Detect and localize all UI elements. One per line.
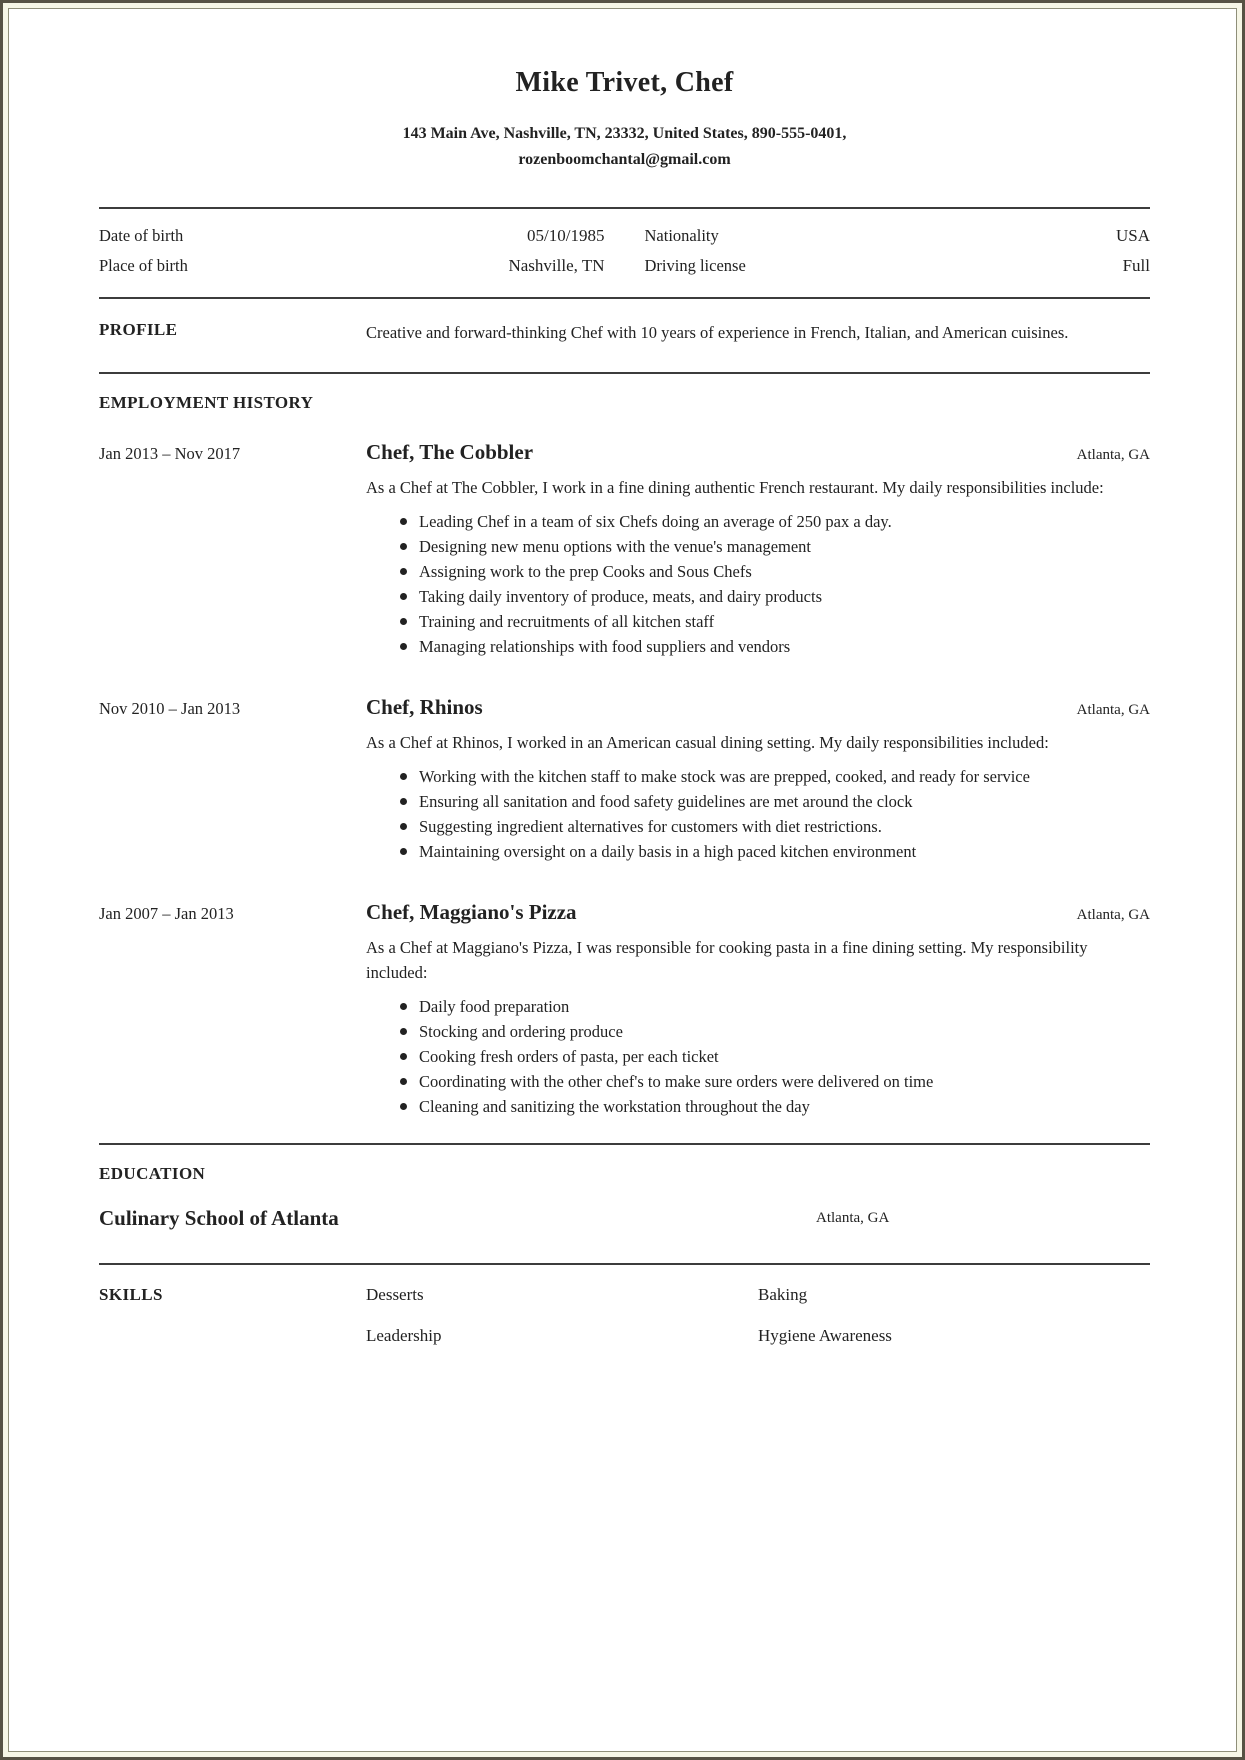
skills-section [99, 1263, 1150, 1346]
job-header-row [99, 900, 1150, 925]
candidate-name: Mike Trivet, Chef [515, 67, 734, 98]
bullet-icon [400, 1103, 407, 1110]
job-dates: Jan 2007 – Jan 2013 [99, 904, 234, 923]
details-pair-nationality [645, 226, 1151, 246]
job-bullet-item [366, 994, 1150, 1019]
education-entry [99, 1206, 1150, 1231]
job-location: Atlanta, GA [1076, 702, 1150, 718]
details-label: Place of birth [99, 256, 188, 275]
job-bullet-item [366, 584, 1150, 609]
bullet-text: Cooking fresh orders of pasta, per each ticket [419, 1047, 719, 1066]
section-heading-employment: EMPLOYMENT HISTORY [99, 393, 314, 412]
bullet-icon [400, 593, 407, 600]
details-pair-date-of-birth [99, 226, 605, 246]
education-section [99, 1143, 1150, 1263]
job-location: Atlanta, GA [1076, 907, 1150, 923]
job-bullet-item [366, 1019, 1150, 1044]
section-heading-education: EDUCATION [99, 1164, 206, 1183]
details-pair-place-of-birth [99, 256, 605, 276]
job-bullet-list [99, 764, 1150, 864]
job-bullet-item [366, 789, 1150, 814]
resume-page-inner [8, 8, 1237, 1752]
bullet-icon [400, 1053, 407, 1060]
bullet-text: Stocking and ordering produce [419, 1022, 623, 1041]
bullet-icon [400, 1028, 407, 1035]
profile-section [99, 297, 1150, 372]
employment-entry [99, 695, 1150, 864]
bullet-icon [400, 773, 407, 780]
details-value: USA [1115, 226, 1150, 245]
bullet-icon [400, 518, 407, 525]
bullet-icon [400, 798, 407, 805]
bullet-icon [400, 618, 407, 625]
job-header-row [99, 695, 1150, 720]
bullet-icon [400, 848, 407, 855]
personal-details-section [99, 207, 1150, 297]
job-bullet-list [99, 994, 1150, 1119]
details-label: Date of birth [99, 226, 184, 245]
details-value: Full [1122, 256, 1150, 275]
bullet-text: Assigning work to the prep Cooks and Sous Chefs [419, 562, 752, 581]
bullet-text: Daily food preparation [419, 997, 570, 1016]
job-bullet-item [366, 634, 1150, 659]
bullet-text: Managing relationships with food suppliers and vendors [419, 637, 791, 656]
job-header-row [99, 440, 1150, 465]
job-title: Chef, Rhinos [366, 695, 483, 719]
contact-block [99, 121, 1150, 173]
bullet-text: Cleaning and sanitizing the workstation throughout the day [419, 1097, 810, 1116]
resume-header [99, 67, 1150, 207]
job-dates: Nov 2010 – Jan 2013 [99, 699, 241, 718]
bullet-text: Leading Chef in a team of six Chefs doing an average of 250 pax a day. [419, 512, 892, 531]
employment-entry [99, 900, 1150, 1119]
bullet-text: Designing new menu options with the venue's management [419, 537, 812, 556]
contact-address-line: 143 Main Ave, Nashville, TN, 23332, United States, 890-555-0401, [402, 125, 847, 142]
skill-item: Hygiene Awareness [758, 1326, 892, 1345]
bullet-text: Suggesting ingredient alternatives for customers with diet restrictions. [419, 817, 882, 836]
section-heading-skills: SKILLS [99, 1285, 163, 1304]
bullet-icon [400, 643, 407, 650]
job-title: Chef, The Cobbler [366, 440, 534, 464]
details-row [99, 256, 1150, 276]
job-bullet-item [366, 1094, 1150, 1119]
bullet-icon [400, 1078, 407, 1085]
job-location: Atlanta, GA [1076, 447, 1150, 463]
bullet-text: Coordinating with the other chef's to make sure orders were delivered on time [419, 1072, 934, 1091]
bullet-icon [400, 543, 407, 550]
details-value: Nashville, TN [508, 256, 605, 275]
job-bullet-item [366, 1044, 1150, 1069]
bullet-text: Ensuring all sanitation and food safety guidelines are met around the clock [419, 792, 913, 811]
job-description: As a Chef at The Cobbler, I work in a fine dining authentic French restaurant. My daily responsibilities include: [366, 478, 1104, 497]
job-bullet-item [366, 559, 1150, 584]
profile-text: Creative and forward-thinking Chef with 10 years of experience in French, Italian, and American cuisines. [366, 323, 1069, 342]
details-label: Nationality [644, 226, 719, 245]
job-title: Chef, Maggiano's Pizza [366, 900, 577, 924]
bullet-icon [400, 568, 407, 575]
skills-list [366, 1285, 1150, 1346]
job-bullet-item [366, 509, 1150, 534]
job-description: As a Chef at Rhinos, I worked in an American casual dining setting. My daily responsibilities included: [366, 733, 1049, 752]
bullet-icon [400, 823, 407, 830]
skill-item: Desserts [366, 1285, 424, 1304]
employment-entry [99, 440, 1150, 659]
bullet-text: Training and recruitments of all kitchen staff [419, 612, 715, 631]
skill-item: Baking [758, 1285, 808, 1304]
details-label: Driving license [644, 256, 746, 275]
bullet-text: Maintaining oversight on a daily basis in a high paced kitchen environment [419, 842, 917, 861]
details-value: 05/10/1985 [527, 226, 605, 245]
employment-entries [99, 440, 1150, 1119]
bullet-text: Working with the kitchen staff to make stock was are prepped, cooked, and ready for service [419, 767, 1030, 786]
job-bullet-item [366, 1069, 1150, 1094]
details-row [99, 226, 1150, 246]
job-bullet-item [366, 839, 1150, 864]
job-dates: Jan 2013 – Nov 2017 [99, 444, 241, 463]
education-school: Culinary School of Atlanta [99, 1206, 339, 1230]
section-heading-profile: PROFILE [99, 320, 178, 339]
skill-item: Leadership [366, 1326, 442, 1345]
job-description: As a Chef at Maggiano's Pizza, I was responsible for cooking pasta in a fine dining setting. My responsibility included: [366, 938, 1088, 982]
bullet-icon [400, 1003, 407, 1010]
job-bullet-item [366, 764, 1150, 789]
education-location: Atlanta, GA [816, 1210, 890, 1226]
employment-history-section [99, 372, 1150, 1143]
bullet-text: Taking daily inventory of produce, meats, and dairy products [419, 587, 822, 606]
job-bullet-item [366, 814, 1150, 839]
details-pair-driving-license [645, 256, 1151, 276]
job-bullet-item [366, 534, 1150, 559]
contact-email-line: rozenboomchantal@gmail.com [518, 151, 731, 168]
job-bullet-item [366, 609, 1150, 634]
job-bullet-list [99, 509, 1150, 659]
